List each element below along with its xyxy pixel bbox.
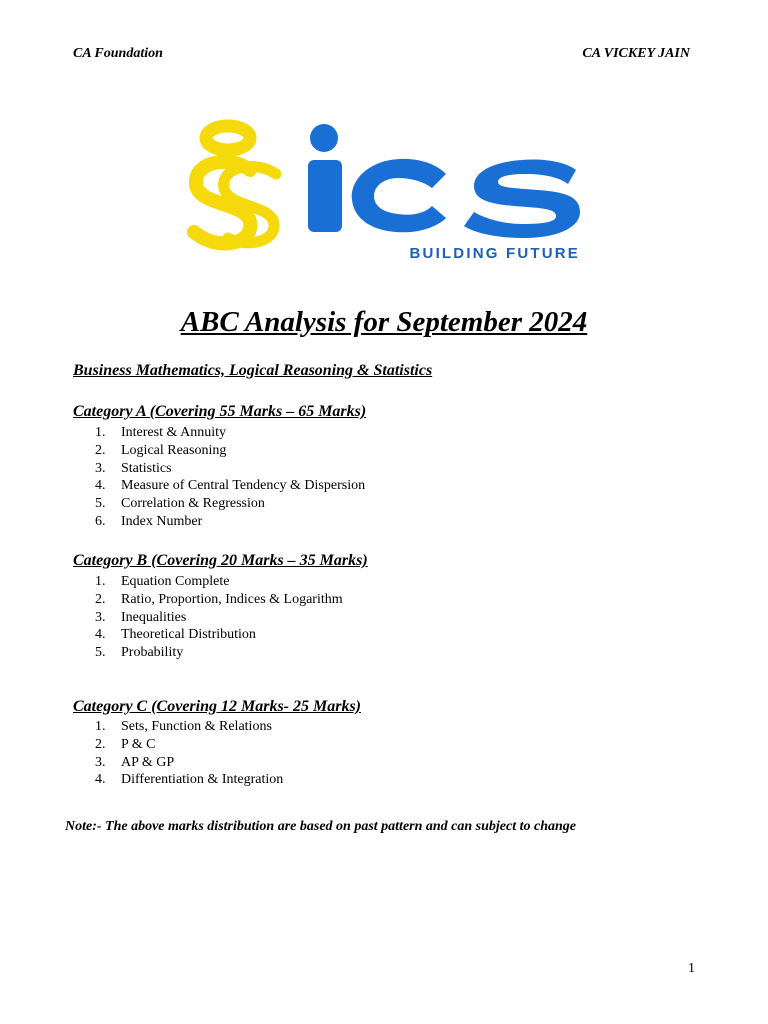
category-a-heading: Category A (Covering 55 Marks – 65 Marks) — [73, 403, 367, 420]
ics-logo — [184, 118, 584, 264]
document-page: CA Foundation CA VICKEY JAIN BUILDING FUTURE ABC Analysis for September 2024 Business Mathematics, Logical Reasoning & Statistics Category A (Covering 55 Marks – 65 Marks) 1. Interest & Annuity 2. Logical Reasoning 3. Statistics 4. Measure of Central Tendency & Dispersion 5. Correlation & Regression 6. Index Number Category B (Covering 20 Marks – 35 Marks) 1. Equation Complete 2. Ratio, Proportion, Indices & Logarithm 3. Inequalities 4. Theoretical Distribution 5. Probability Category C (Covering 12 Marks- 25 Marks) 1. Sets, Function & Relations 2. P & C 3. AP & GP 4. Differentiation & Integration Note:- The above marks distribution are based on past pattern and can subject to change 1 — [0, 0, 768, 1024]
ics-letters — [308, 124, 342, 232]
letter-s-shape — [464, 159, 580, 238]
footnote: Note:- The above marks distribution are based on past pattern and can subject to change — [65, 819, 577, 834]
header-right: CA VICKEY JAIN — [582, 46, 690, 61]
yellow-chain-icon — [194, 126, 276, 243]
subject-heading: Business Mathematics, Logical Reasoning & Statistics — [73, 362, 433, 379]
category-c-heading: Category C (Covering 12 Marks- 25 Marks) — [73, 698, 362, 715]
page-number: 1 — [688, 961, 695, 976]
letter-c-shape — [352, 159, 446, 232]
category-b-heading: Category B (Covering 20 Marks – 35 Marks) — [73, 552, 368, 569]
logo-tagline: BUILDING FUTURE — [409, 245, 580, 262]
header-left: CA Foundation — [73, 46, 163, 61]
page-title: ABC Analysis for September 2024 — [180, 306, 588, 338]
